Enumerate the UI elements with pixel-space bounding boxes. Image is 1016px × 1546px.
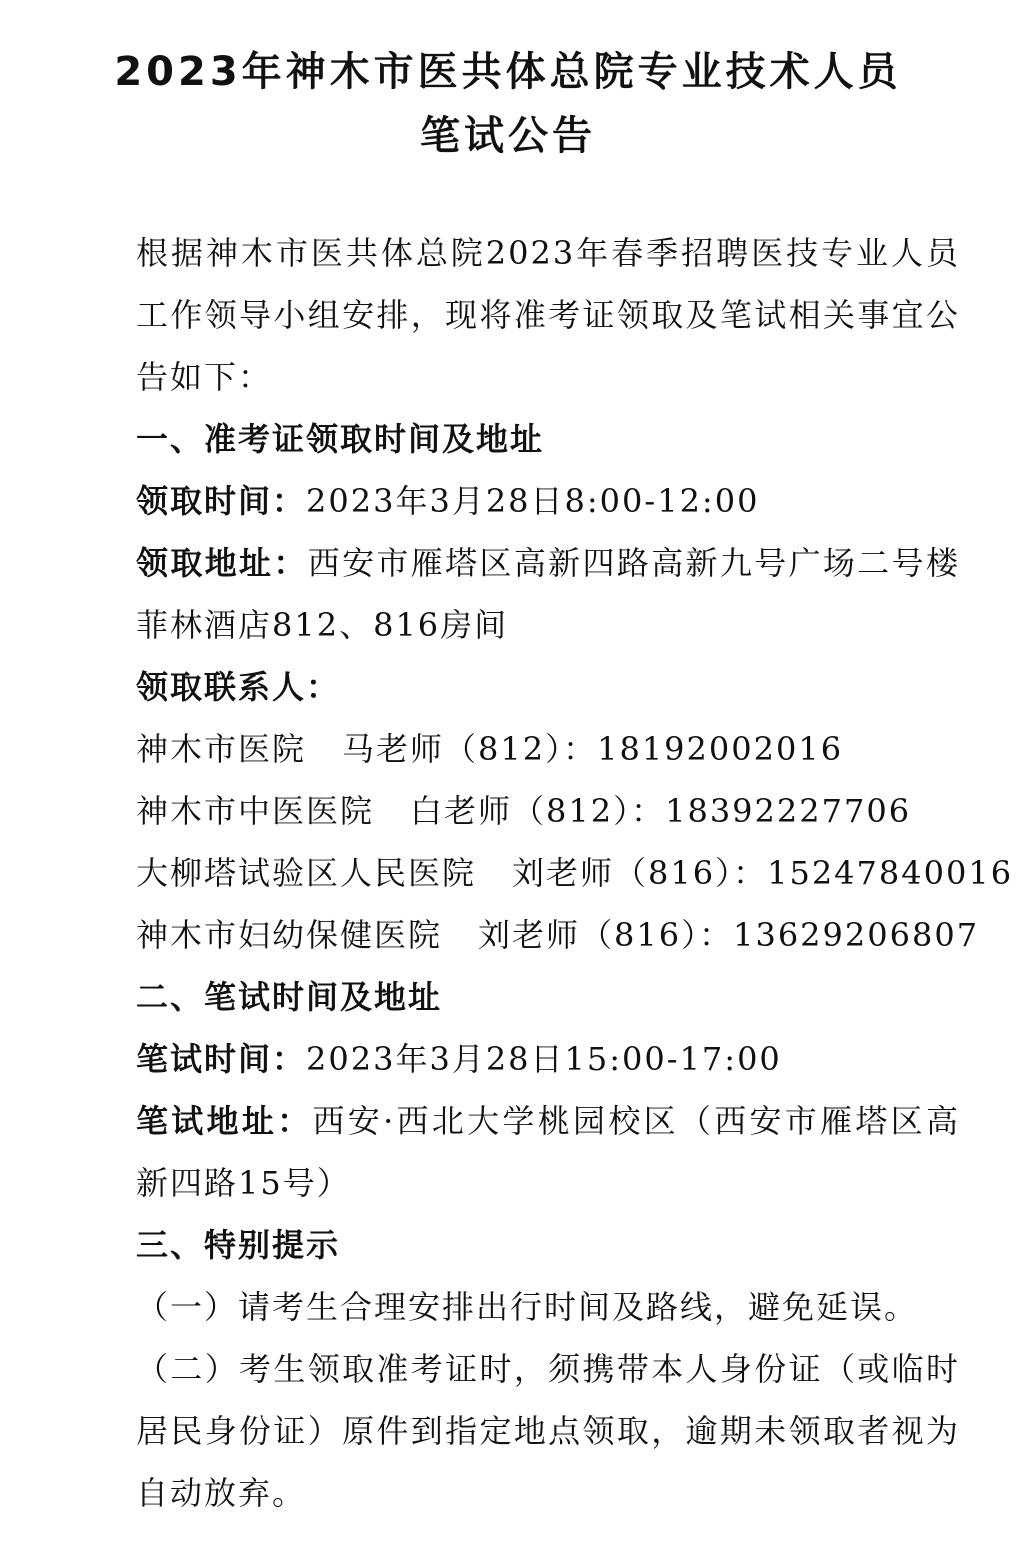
- contact-item: [68, 904, 980, 966]
- title-line-2: 笔试公告: [420, 113, 596, 159]
- contact-person: 刘老师（816）：13629206807: [478, 916, 980, 954]
- pickup-time-label: 领取时间：: [136, 482, 307, 520]
- intro-paragraph: 根据神木市医共体总院2023年春季招聘医技专业人员工作领导小组安排，现将准考证领取及笔试相关事宜公告如下：: [136, 234, 960, 396]
- pickup-time: [68, 470, 960, 532]
- exam-address-label: 笔试地址：: [136, 1102, 313, 1140]
- section1-heading: 一、准考证领取时间及地址: [136, 420, 545, 458]
- title-line-1: 2023年神木市医共体总院专业技术人员: [114, 49, 902, 95]
- pickup-address-label: 领取地址：: [136, 544, 308, 582]
- pickup-address-value: 西安市雁塔区高新四路高新九号广场二号楼菲林酒店812、816房间: [136, 544, 960, 644]
- exam-time: [68, 1028, 960, 1090]
- exam-address: [68, 1090, 960, 1214]
- contact-item: [68, 780, 960, 842]
- contact-org: 神木市妇幼保健医院: [136, 916, 443, 954]
- notice-item-2: （二）考生领取准考证时，须携带本人身份证（或临时居民身份证）原件到指定地点领取，逾期未领取者视为自动放弃。: [136, 1350, 960, 1512]
- contact-person: 白老师（812）：18392227706: [410, 792, 912, 830]
- exam-time-value: 2023年3月28日15:00-17:00: [306, 1040, 782, 1078]
- contact-item: [68, 718, 960, 780]
- pickup-address: [68, 532, 960, 656]
- pickup-contact-label: 领取联系人：: [136, 668, 341, 706]
- contact-item: [68, 842, 1014, 904]
- contact-org: 神木市中医医院: [136, 792, 375, 830]
- contact-person: 刘老师（816）：15247840016: [512, 854, 1014, 892]
- contact-org: 神木市医院: [136, 730, 307, 768]
- pickup-time-value: 2023年3月28日8:00-12:00: [306, 482, 760, 520]
- section2-heading: 二、笔试时间及地址: [136, 978, 443, 1016]
- contact-person: 马老师（812）：18192002016: [342, 730, 844, 768]
- announcement-body: [68, 222, 1014, 1524]
- section3-heading: 三、特别提示: [136, 1226, 341, 1264]
- exam-time-label: 笔试时间：: [136, 1040, 307, 1078]
- exam-address-value: 西安·西北大学桃园校区（西安市雁塔区高新四路15号）: [136, 1102, 960, 1202]
- notice-item-1: （一）请考生合理安排出行时间及路线，避免延误。: [136, 1288, 919, 1326]
- contact-org: 大柳塔试验区人民医院: [136, 854, 477, 892]
